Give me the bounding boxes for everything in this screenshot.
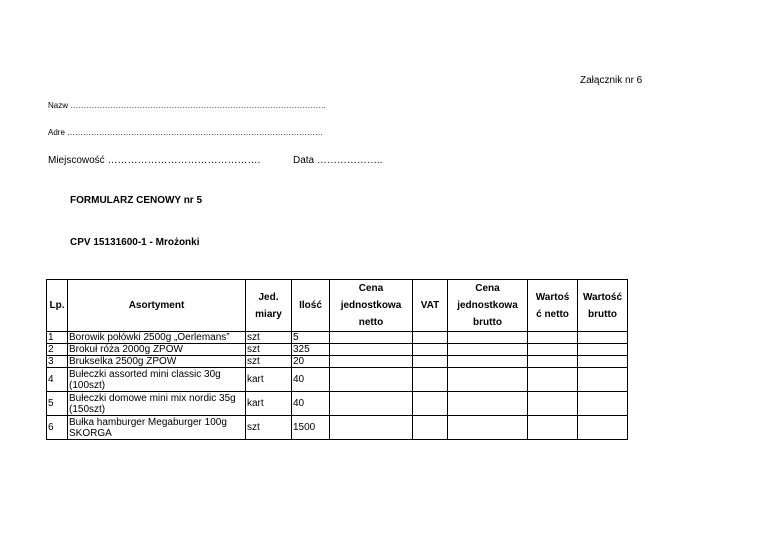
cell-unit-price-gross[interactable] (448, 392, 528, 416)
cell-unit-price-net[interactable] (330, 368, 413, 392)
cell-vat[interactable] (413, 392, 448, 416)
cell-vat[interactable] (413, 344, 448, 356)
place-line: Miejscowość ………………………………………. (48, 155, 261, 166)
cell-unit-price-gross[interactable] (448, 368, 528, 392)
cell-value-gross[interactable] (578, 416, 628, 440)
cell-lp: 6 (47, 416, 68, 440)
cell-value-gross[interactable] (578, 332, 628, 344)
cell-qty: 1500 (292, 416, 330, 440)
cell-unit-price-net[interactable] (330, 332, 413, 344)
cell-value-net[interactable] (528, 344, 578, 356)
date-line: Data ……………….. (293, 155, 383, 166)
cell-unit-price-gross[interactable] (448, 344, 528, 356)
table-row (47, 368, 628, 392)
table-row (47, 344, 628, 356)
table-header-row (47, 280, 628, 332)
cell-qty: 40 (292, 392, 330, 416)
cell-name: Bułeczki assorted mini classic 30g (100szt) (68, 368, 246, 392)
address-line: Adre …………………………………………………………………………………… (48, 128, 324, 137)
cell-value-net[interactable] (528, 416, 578, 440)
cell-name: Bułeczki domowe mini mix nordic 35g (150szt) (68, 392, 246, 416)
header-asortyment: Asortyment (68, 280, 246, 332)
cell-unit-price-gross[interactable] (448, 356, 528, 368)
cell-unit-price-net[interactable] (330, 344, 413, 356)
header-unit: Jed. miary (246, 280, 292, 332)
cell-lp: 5 (47, 392, 68, 416)
cell-name: Bułka hamburger Megaburger 100g SKORGA (68, 416, 246, 440)
table-row (47, 356, 628, 368)
header-value-gross: Wartość brutto (578, 280, 628, 332)
header-quantity: Ilość (292, 280, 330, 332)
table-row (47, 392, 628, 416)
cell-vat[interactable] (413, 368, 448, 392)
form-title: FORMULARZ CENOWY nr 5 (70, 195, 203, 206)
cell-unit-price-net[interactable] (330, 416, 413, 440)
cell-unit: szt (246, 332, 292, 344)
cell-value-gross[interactable] (578, 392, 628, 416)
header-lp: Lp. (47, 280, 68, 332)
cell-name: Brukselka 2500g ZPOW (68, 356, 246, 368)
cell-unit: kart (246, 368, 292, 392)
header-unit-price-gross: Cena jednostkowa brutto (448, 280, 528, 332)
cell-value-net[interactable] (528, 332, 578, 344)
cell-qty: 20 (292, 356, 330, 368)
header-unit-price-net: Cena jednostkowa netto (330, 280, 413, 332)
header-vat: VAT (413, 280, 448, 332)
cell-value-gross[interactable] (578, 368, 628, 392)
attachment-label: Załącznik nr 6 (580, 75, 643, 86)
cell-name: Borowik połówki 2500g „Oerlemans” (68, 332, 246, 344)
cell-name: Brokuł róża 2000g ZPOW (68, 344, 246, 356)
cell-vat[interactable] (413, 416, 448, 440)
cell-unit-price-gross[interactable] (448, 416, 528, 440)
cell-value-net[interactable] (528, 392, 578, 416)
cell-qty: 325 (292, 344, 330, 356)
cell-value-net[interactable] (528, 368, 578, 392)
cell-value-gross[interactable] (578, 356, 628, 368)
table-row (47, 416, 628, 440)
cell-unit: szt (246, 344, 292, 356)
cell-vat[interactable] (413, 356, 448, 368)
cell-lp: 1 (47, 332, 68, 344)
cell-unit: szt (246, 416, 292, 440)
cell-vat[interactable] (413, 332, 448, 344)
cell-qty: 5 (292, 332, 330, 344)
cell-value-net[interactable] (528, 356, 578, 368)
price-form-table (46, 279, 628, 440)
cell-unit-price-gross[interactable] (448, 332, 528, 344)
name-line: Nazw …………………………………………………………………………………… (48, 101, 327, 110)
cpv-heading: CPV 15131600-1 - Mrożonki (70, 237, 200, 248)
cell-value-gross[interactable] (578, 344, 628, 356)
cell-qty: 40 (292, 368, 330, 392)
cell-unit: szt (246, 356, 292, 368)
cell-lp: 4 (47, 368, 68, 392)
cell-lp: 2 (47, 344, 68, 356)
table-row (47, 332, 628, 344)
header-value-net: Wartoś ć netto (528, 280, 578, 332)
cell-unit: kart (246, 392, 292, 416)
cell-unit-price-net[interactable] (330, 356, 413, 368)
cell-unit-price-net[interactable] (330, 392, 413, 416)
cell-lp: 3 (47, 356, 68, 368)
